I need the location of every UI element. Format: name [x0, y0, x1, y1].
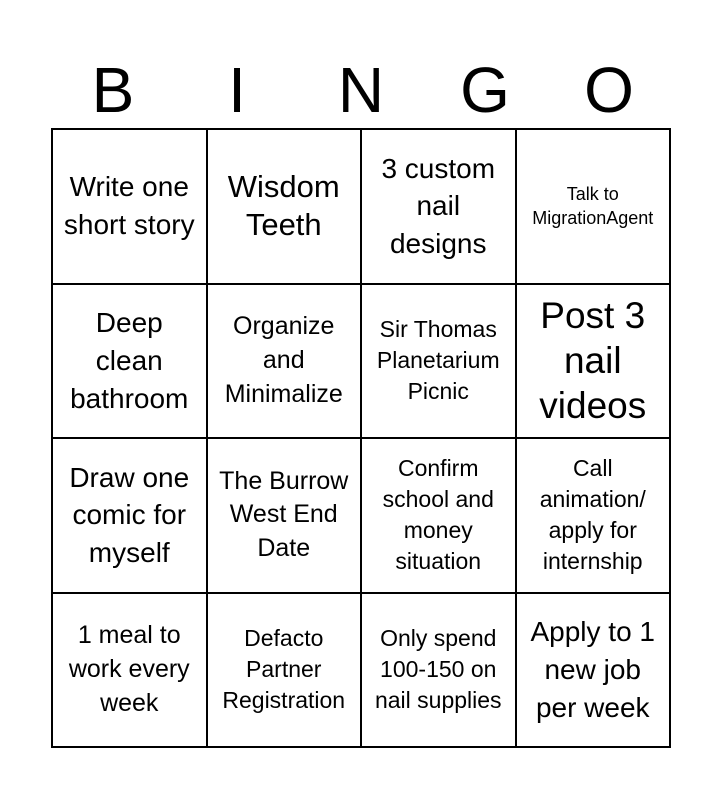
bingo-cell[interactable]: [208, 285, 363, 440]
bingo-cell-text: Talk to MigrationAgent: [532, 183, 654, 229]
bingo-cell[interactable]: [362, 594, 517, 749]
bingo-cell[interactable]: [517, 439, 672, 594]
bingo-cell[interactable]: [53, 285, 208, 440]
bingo-cell[interactable]: [53, 439, 208, 594]
bingo-cell[interactable]: [362, 439, 517, 594]
bingo-cell[interactable]: [517, 285, 672, 440]
bingo-cell-text: Confirm school and money situation: [382, 455, 494, 575]
bingo-cell-text: Defacto Partner Registration: [222, 625, 346, 714]
bingo-cell-text: 3 custom nail designs: [381, 152, 496, 260]
header-letter-g: G: [460, 54, 510, 126]
bingo-cell-text: Deep clean bathroom: [70, 307, 189, 414]
bingo-cell-text: Only spend 100-150 on nail supplies: [374, 625, 502, 714]
bingo-cell[interactable]: [208, 439, 363, 594]
bingo-cell[interactable]: [53, 130, 208, 285]
bingo-header: [51, 52, 671, 128]
bingo-cell[interactable]: [208, 130, 363, 285]
bingo-cell-text: Draw one comic for myself: [69, 461, 190, 569]
bingo-cell-text: The Burrow West End Date: [219, 466, 349, 563]
bingo-cell[interactable]: [362, 130, 517, 285]
bingo-cell-text: Organize and Minimalize: [224, 312, 343, 408]
bingo-cell[interactable]: [362, 285, 517, 440]
header-letter-i: I: [228, 54, 246, 126]
bingo-cell[interactable]: [208, 594, 363, 749]
bingo-cell-text: Apply to 1 new job per week: [530, 616, 656, 723]
header-letter-n: N: [337, 54, 385, 126]
bingo-cell[interactable]: [517, 594, 672, 749]
bingo-board: [51, 128, 671, 748]
bingo-cell[interactable]: [53, 594, 208, 749]
bingo-cell-text: 1 meal to work every week: [68, 621, 190, 717]
bingo-cell-text: Post 3 nail videos: [539, 295, 647, 427]
header-letter-b: B: [91, 54, 135, 126]
bingo-cell[interactable]: [517, 130, 672, 285]
bingo-cell-text: Write one short story: [63, 171, 195, 241]
bingo-cell-text: Sir Thomas Planetarium Picnic: [376, 316, 500, 405]
bingo-cell-text: Wisdom Teeth: [227, 169, 340, 243]
bingo-cell-text: Call animation/ apply for internship: [539, 455, 646, 575]
header-letter-o: O: [584, 54, 634, 126]
